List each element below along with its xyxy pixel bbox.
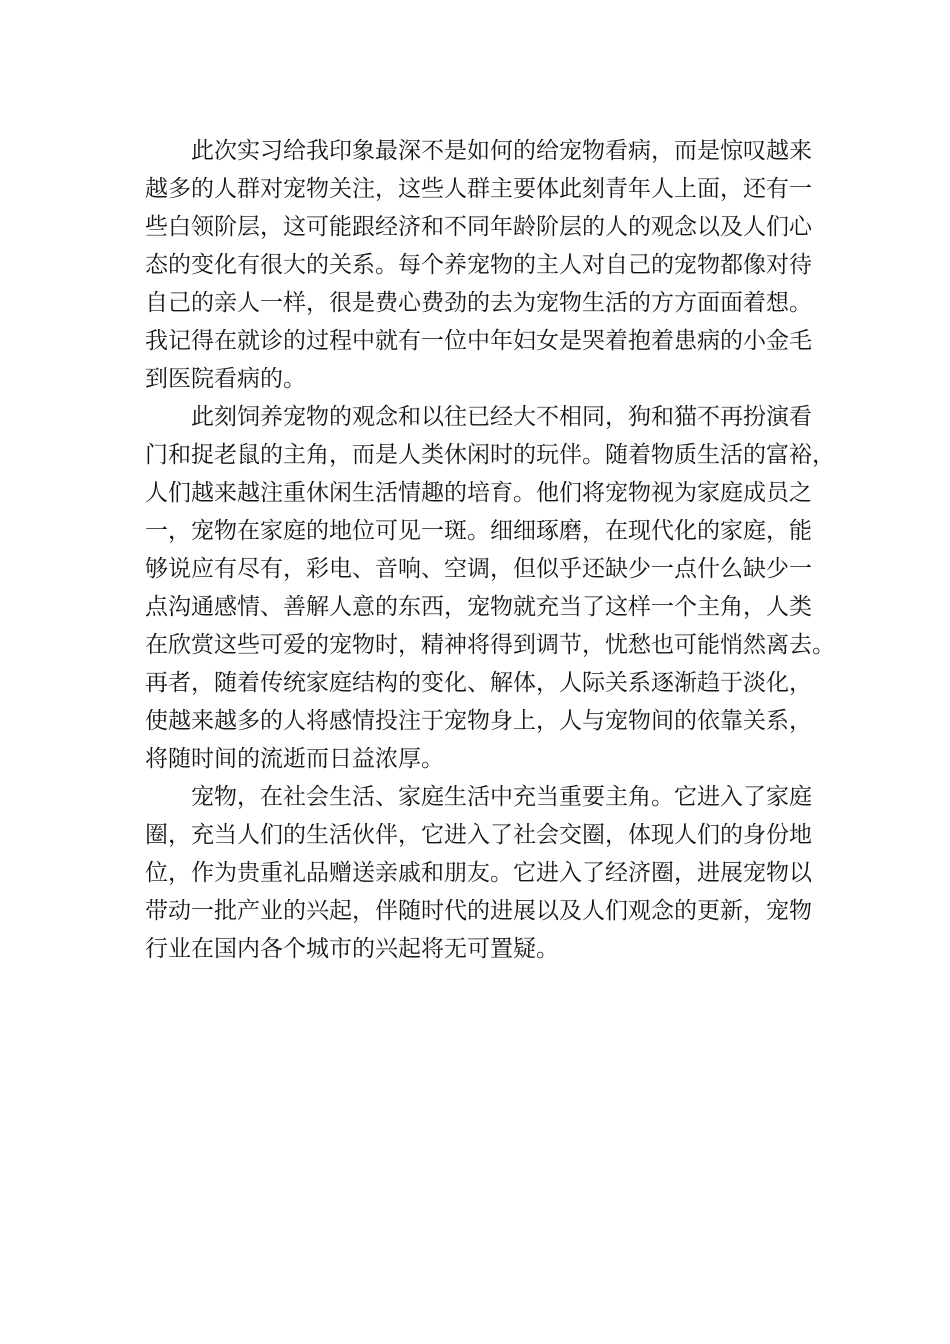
paragraph-3-line-5: 行业在国内各个城市的兴起将无可置疑。	[145, 936, 559, 962]
paragraph-2-line-5: 够说应有尽有，彩电、音响、空调，但似乎还缺少一点什么缺少一	[145, 556, 812, 582]
paragraph-3-line-2: 圈，充当人们的生活伙伴，它进入了社会交圈，体现人们的身份地	[145, 822, 812, 848]
paragraph-2-line-9: 使越来越多的人将感情投注于宠物身上，人与宠物间的依靠关系，	[145, 708, 812, 734]
paragraph-2-line-1: 此刻饲养宠物的观念和以往已经大不相同，狗和猫不再扮演看	[191, 404, 812, 430]
paragraph-1-line-3: 些白领阶层，这可能跟经济和不同年龄阶层的人的观念以及人们心	[145, 214, 812, 240]
paragraph-1-line-6: 我记得在就诊的过程中就有一位中年妇女是哭着抱着患病的小金毛	[145, 328, 812, 354]
paragraph-2-line-4: 一，宠物在家庭的地位可见一斑。细细琢磨，在现代化的家庭，能	[145, 518, 812, 544]
paragraph-2-line-6: 点沟通感情、善解人意的东西，宠物就充当了这样一个主角，人类	[145, 594, 812, 620]
paragraph-3-line-3: 位，作为贵重礼品赠送亲戚和朋友。它进入了经济圈，进展宠物以	[145, 860, 812, 886]
paragraph-3-line-1: 宠物，在社会生活、家庭生活中充当重要主角。它进入了家庭	[191, 784, 812, 810]
paragraph-2-line-8: 再者，随着传统家庭结构的变化、解体，人际关系逐渐趋于淡化，	[145, 670, 812, 696]
paragraph-1-line-5: 自己的亲人一样，很是费心费劲的去为宠物生活的方方面面着想。	[145, 290, 812, 316]
paragraph-3-line-4: 带动一批产业的兴起，伴随时代的进展以及人们观念的更新，宠物	[145, 898, 812, 924]
paragraph-1-line-2: 越多的人群对宠物关注，这些人群主要体此刻青年人上面，还有一	[145, 176, 812, 202]
paragraph-2-line-10: 将随时间的流逝而日益浓厚。	[145, 746, 444, 772]
paragraph-2-line-3: 人们越来越注重休闲生活情趣的培育。他们将宠物视为家庭成员之	[145, 480, 812, 506]
paragraph-1-line-7: 到医院看病的。	[145, 366, 306, 392]
paragraph-2-line-7: 在欣赏这些可爱的宠物时，精神将得到调节，忧愁也可能悄然离去。	[145, 632, 835, 658]
paragraph-1-line-4: 态的变化有很大的关系。每个养宠物的主人对自己的宠物都像对待	[145, 252, 812, 278]
body-text	[145, 132, 835, 968]
paragraph-1-line-1: 此次实习给我印象最深不是如何的给宠物看病，而是惊叹越来	[191, 138, 812, 164]
paragraph-2-line-2: 门和捉老鼠的主角，而是人类休闲时的玩伴。随着物质生活的富裕，	[145, 442, 835, 468]
